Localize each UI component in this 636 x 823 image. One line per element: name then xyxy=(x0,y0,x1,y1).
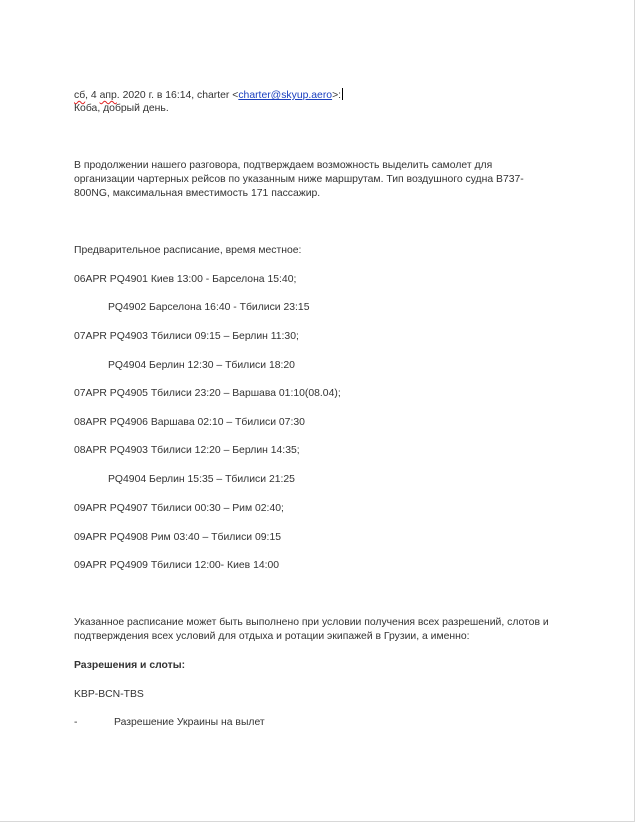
conditions-line-1: Указанное расписание может быть выполнено при условии получения всех разрешений, слотов и xyxy=(74,617,549,628)
schedule-row: 07APR PQ4903 Тбилиси 09:15 – Берлин 11:30; xyxy=(74,331,299,342)
route-code: KBP-BCN-TBS xyxy=(74,689,144,700)
schedule-row: PQ4904 Берлин 12:30 – Тбилиси 18:20 xyxy=(108,360,295,371)
sender-email-link[interactable]: charter@skyup.aero xyxy=(238,90,333,101)
conditions-line-2: подтверждения всех условий для отдыха и ротации экипажей в Грузии, а именно: xyxy=(74,631,470,642)
header-month: апр xyxy=(99,90,117,101)
bullet-item xyxy=(74,716,265,730)
intro-line-3: 800NG, максимальная вместимость 171 пассажир. xyxy=(74,188,321,199)
intro-line-2: организации чартерных рейсов по указанным ниже маршрутам. Тип воздушного судна В737- xyxy=(74,174,524,185)
schedule-row: 08APR PQ4906 Варшава 02:10 – Тбилиси 07:30 xyxy=(74,417,305,428)
schedule-title: Предварительное расписание, время местное: xyxy=(74,245,302,256)
email-header xyxy=(74,88,343,103)
schedule-row: 09APR PQ4909 Тбилиси 12:00- Киев 14:00 xyxy=(74,560,280,571)
intro-line-1: В продолжении нашего разговора, подтверждаем возможность выделить самолет для xyxy=(74,160,493,171)
schedule-row: PQ4902 Барселона 16:40 - Тбилиси 23:15 xyxy=(108,302,310,313)
schedule-row: PQ4904 Берлин 15:35 – Тбилиси 21:25 xyxy=(108,474,295,485)
bullet-dash: - xyxy=(74,717,78,728)
schedule-row: 07APR PQ4905 Тбилиси 23:20 – Варшава 01:10(08.04); xyxy=(74,388,341,399)
bullet-text: Разрешение Украины на вылет xyxy=(114,717,265,728)
header-day: сб xyxy=(74,90,86,101)
permits-title: Разрешения и слоты: xyxy=(74,660,186,671)
text-cursor xyxy=(342,88,343,100)
schedule-row: 09APR PQ4908 Рим 03:40 – Тбилиси 09:15 xyxy=(74,532,282,543)
header-time-sender: . 2020 г. в 16:14, charter < xyxy=(116,90,239,101)
schedule-row: 08APR PQ4903 Тбилиси 12:20 – Берлин 14:35; xyxy=(74,445,300,456)
header-date: , 4 xyxy=(85,90,100,101)
greeting: Коба, добрый день. xyxy=(74,103,169,114)
schedule-row: 09APR PQ4907 Тбилиси 00:30 – Рим 02:40; xyxy=(74,503,284,514)
schedule-row: 06APR PQ4901 Киев 13:00 - Барселона 15:40; xyxy=(74,274,297,285)
header-email-close: >: xyxy=(332,90,342,101)
